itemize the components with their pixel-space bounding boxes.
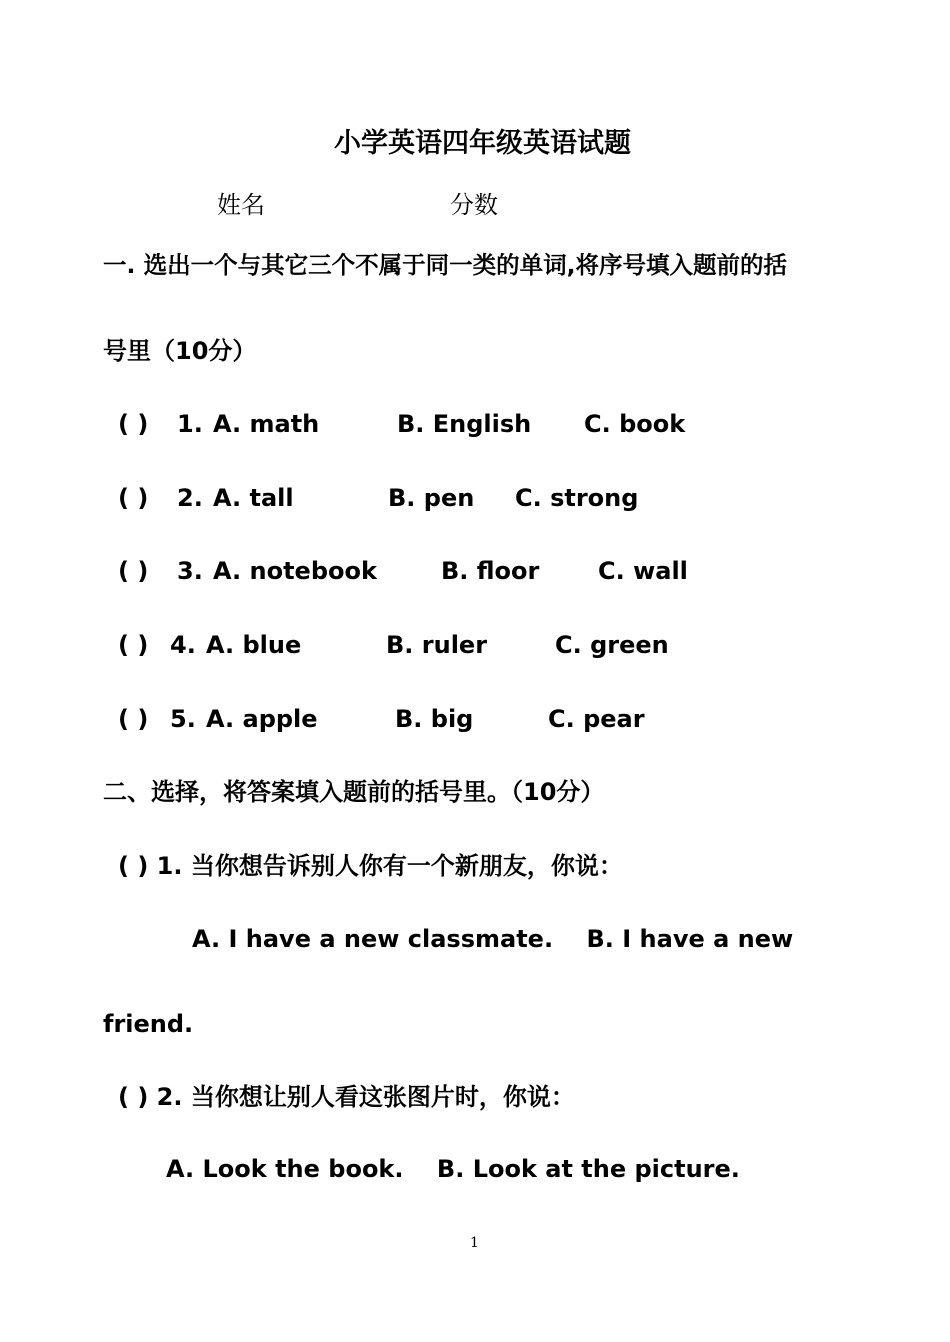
page-title: 小学英语四年级英语试题 [334,128,631,159]
option-b: B. big [395,705,474,733]
answer-parens[interactable]: ( ) [118,705,149,733]
section1-heading-line1: 一. 选出一个与其它三个不属于同一类的单词,将序号填入题前的括 [103,251,788,279]
section2-question-1-options: A. I have a new classmate. B. I have a new [192,925,794,953]
page-number: 1 [470,1235,479,1251]
question-number: 3. [177,557,203,585]
option-b: B. floor [441,557,540,585]
option-a: A. tall [213,484,294,512]
section2-question-1-prompt: ( ) 1. 当你想告诉别人你有一个新朋友，你说： [118,852,623,880]
option-c: C. pear [548,705,645,733]
section2-question-2-options: A. Look the book. B. Look at the picture. [166,1155,740,1183]
section1-heading-line2: 号里（10分） [103,337,257,365]
name-label: 姓名 [217,191,265,219]
answer-parens[interactable]: ( ) [118,631,149,659]
option-a: A. apple [206,705,318,733]
answer-parens[interactable]: ( ) [118,484,149,512]
question-number: 4. [170,631,196,659]
option-a: A. notebook [213,557,377,585]
section2-question-1-options-continued: friend. [103,1010,194,1038]
section2-question-2-prompt: ( ) 2. 当你想让别人看这张图片时，你说： [118,1083,575,1111]
section2-heading: 二、选择，将答案填入题前的括号里。（10分） [103,778,605,806]
option-c: C. wall [598,557,688,585]
question-number: 2. [177,484,203,512]
score-label: 分数 [450,191,498,219]
option-b: B. pen [388,484,475,512]
option-a: A. blue [206,631,302,659]
option-a: A. math [213,410,320,438]
option-c: C. strong [515,484,639,512]
answer-parens[interactable]: ( ) [118,410,149,438]
option-b: B. ruler [386,631,488,659]
question-number: 5. [170,705,196,733]
question-number: 1. [177,410,203,438]
option-b: B. English [397,410,532,438]
option-c: C. green [555,631,669,659]
answer-parens[interactable]: ( ) [118,557,149,585]
option-c: C. book [584,410,686,438]
